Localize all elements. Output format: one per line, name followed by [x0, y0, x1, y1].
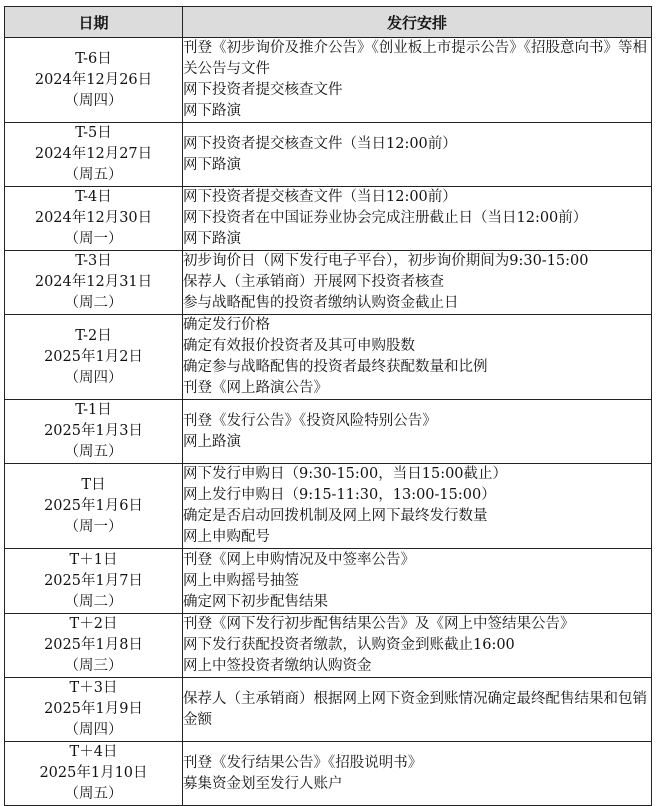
schedule-item: 刊登《发行结果公告》《招股说明书》 — [183, 754, 423, 771]
date-date: 2024年12月26日 — [34, 71, 153, 88]
schedule-item: 刊登《网上申购情况及中签率公告》 — [183, 551, 415, 568]
date-cell — [5, 38, 183, 123]
date-cell — [5, 549, 183, 614]
date-date: 2025年1月6日 — [44, 497, 143, 514]
date-cell — [5, 464, 183, 549]
schedule-cell — [183, 251, 652, 315]
schedule-cell — [183, 315, 652, 400]
schedule-cell — [183, 123, 652, 187]
table-row — [5, 464, 652, 549]
date-cell — [5, 251, 183, 315]
date-date: 2025年1月2日 — [44, 348, 143, 365]
schedule-item: 刊登《网下发行初步配售结果公告》及《网上中签结果公告》 — [183, 616, 575, 632]
date-date: 2024年12月27日 — [34, 146, 153, 162]
date-day: T-3日 — [75, 253, 112, 269]
date-date: 2025年1月7日 — [44, 572, 143, 589]
date-weekday: （周三） — [64, 658, 123, 674]
schedule-item: 刊登《初步询价及推介公告》《创业板上市提示公告》《招股意向书》等相关公告与文件 — [183, 40, 647, 77]
date-weekday: （周二） — [64, 593, 123, 610]
schedule-item: 刊登《网上路演公告》 — [183, 380, 328, 396]
schedule-item: 网上申购配号 — [183, 529, 270, 545]
date-date: 2025年1月8日 — [44, 637, 143, 653]
date-day: T-2日 — [75, 327, 112, 344]
schedule-item: 保荐人（主承销商）根据网上网下资金到账情况确定最终配售结果和包销金额 — [183, 690, 647, 728]
table-row — [5, 38, 652, 123]
date-date: 2025年1月10日 — [39, 765, 148, 781]
schedule-item: 保荐人（主承销商）开展网下投资者核查 — [183, 274, 444, 290]
schedule-item: 网下发行申购日（9:30-15:00，当日15:00截止） — [183, 466, 508, 482]
date-day: T＋3日 — [69, 680, 118, 696]
schedule-item: 网下投资者提交核查文件 — [183, 82, 343, 98]
schedule-item: 确定有效报价投资者及其可申购股数 — [183, 338, 415, 354]
schedule-cell — [183, 678, 652, 742]
schedule-item: 网下投资者在中国证券业协会完成注册截止日（当日12:00前） — [183, 210, 588, 226]
date-weekday: （周五） — [64, 444, 123, 460]
table-row — [5, 123, 652, 187]
schedule-item: 网上中签投资者缴纳认购资金 — [183, 658, 372, 674]
schedule-item: 刊登《发行公告》《投资风险特别公告》 — [183, 412, 437, 429]
schedule-item: 确定是否启动回拨机制及网上网下最终发行数量 — [183, 508, 488, 524]
schedule-item: 确定网下初步配售结果 — [183, 593, 328, 610]
schedule-cell — [183, 614, 652, 678]
table-row — [5, 400, 652, 464]
schedule-cell — [183, 464, 652, 549]
date-day: T-4日 — [75, 189, 112, 205]
schedule-item: 网下投资者提交核查文件（当日12:00前） — [183, 135, 457, 152]
date-day: T＋4日 — [69, 744, 118, 760]
date-date: 2024年12月30日 — [34, 210, 153, 226]
schedule-cell — [183, 742, 652, 806]
header-row — [5, 7, 652, 38]
date-weekday: （周四） — [64, 92, 123, 109]
schedule-item: 参与战略配售的投资者缴纳认购资金截止日 — [183, 295, 459, 311]
date-weekday: （周五） — [64, 786, 123, 802]
schedule-item: 网上发行申购日（9:15-11:30，13:00-15:00） — [183, 487, 496, 503]
date-day: T日 — [81, 476, 106, 493]
date-cell — [5, 614, 183, 678]
schedule-item: 网上路演 — [183, 433, 241, 450]
date-day: T-6日 — [75, 50, 112, 67]
schedule-item: 初步询价日（网下发行电子平台），初步询价期间为9:30-15:00 — [183, 253, 589, 269]
table-row — [5, 549, 652, 614]
schedule-item: 募集资金划至发行人账户 — [183, 775, 343, 792]
table-row — [5, 742, 652, 806]
date-cell — [5, 187, 183, 251]
date-date: 2025年1月9日 — [44, 701, 143, 717]
table-row — [5, 614, 652, 678]
date-cell — [5, 400, 183, 464]
schedule-cell — [183, 400, 652, 464]
table-row — [5, 678, 652, 742]
schedule-cell — [183, 38, 652, 123]
date-weekday: （周五） — [64, 167, 123, 183]
date-date: 2025年1月3日 — [44, 423, 143, 439]
date-day: T＋2日 — [69, 616, 118, 632]
date-column-header: 日期 — [5, 7, 183, 38]
date-day: T＋1日 — [69, 551, 118, 568]
date-day: T-5日 — [75, 125, 112, 141]
date-weekday: （周一） — [64, 518, 123, 535]
schedule-item: 网下路演 — [183, 156, 241, 173]
date-date: 2024年12月31日 — [34, 274, 153, 290]
date-cell — [5, 123, 183, 187]
table-row — [5, 251, 652, 315]
date-weekday: （周四） — [64, 369, 123, 386]
date-weekday: （周四） — [64, 722, 123, 738]
schedule-item: 网下发行获配投资者缴款，认购资金到账截止16:00 — [183, 637, 515, 653]
schedule-item: 网下路演 — [183, 103, 241, 119]
date-weekday: （周二） — [64, 295, 123, 311]
date-day: T-1日 — [75, 402, 112, 418]
date-cell — [5, 678, 183, 742]
schedule-cell — [183, 187, 652, 251]
schedule-column-header: 发行安排 — [183, 7, 652, 38]
schedule-item: 网上申购摇号抽签 — [183, 572, 299, 589]
schedule-cell — [183, 549, 652, 614]
table-row — [5, 187, 652, 251]
table-row — [5, 315, 652, 400]
schedule-item: 确定参与战略配售的投资者最终获配数量和比例 — [183, 359, 488, 375]
issuance-schedule-table — [4, 6, 652, 806]
schedule-item: 确定发行价格 — [183, 317, 270, 333]
schedule-item: 网下路演 — [183, 231, 241, 247]
date-cell — [5, 315, 183, 400]
date-weekday: （周一） — [64, 231, 123, 247]
date-cell — [5, 742, 183, 806]
schedule-item: 网下投资者提交核查文件（当日12:00前） — [183, 189, 457, 205]
